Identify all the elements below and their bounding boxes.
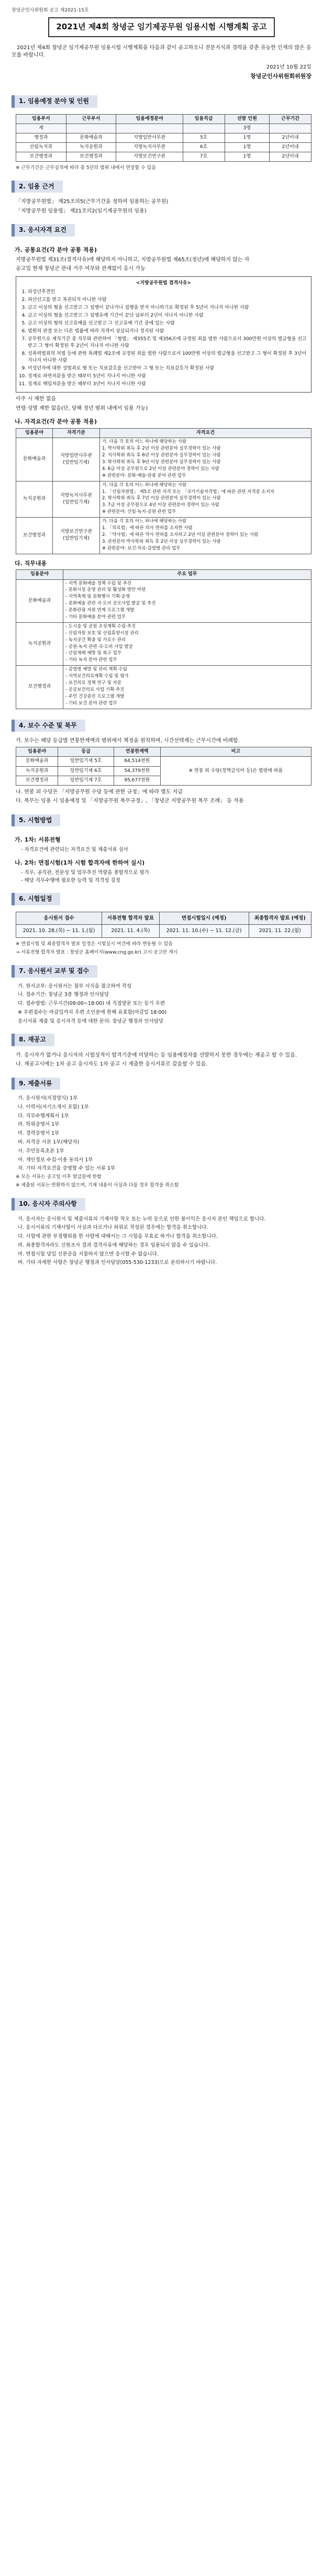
table-row	[16, 152, 311, 161]
list-item: - 보건의료 정책 연구 및 자문	[65, 680, 121, 686]
schedule-header: 면접시험일시 (예정)	[159, 912, 249, 925]
common-req-1: 지방공무원법 제31조(결격사유)에 해당하지 아니하고, 지방공무원법 제65조(정년)에 해당하지 않는 자	[16, 256, 250, 263]
notice-page	[0, 0, 323, 1284]
section-7-heading: 7. 응시원서 교부 및 접수	[12, 965, 97, 977]
list-item: - 기타 녹지 분야 관련 업무	[65, 657, 117, 663]
pay-more-1: 나. 연봉 외 수당은 「지방공무원 수당 등에 관한 규정」에 따라 별도 지급	[16, 789, 183, 795]
list-item: - 문화시설 운영 관리 및 활성화 방안 마련	[65, 587, 146, 593]
duty-items	[63, 666, 311, 709]
table-row	[16, 133, 311, 142]
list-item: 라. 학위증명서 1부	[18, 1122, 60, 1128]
section-4-heading: 4. 보수 수준 및 복무	[12, 720, 85, 732]
duty-header: 임용분야	[16, 570, 63, 579]
list-item: 2. 파산선고를 받고 복권되지 아니한 사람	[28, 297, 307, 304]
notice-title: 2021년 제4회 창녕군 임기제공무원 임용시험 시행계획 공고	[48, 17, 275, 37]
list-item: 나. 응시서류의 기재사항이 사실과 다르거나 허위로 작성된 경우에는 합격을 취소합니다.	[18, 1225, 208, 1231]
documents-note-1: ※ 모든 서류는 공고일 이후 발급분에 한함	[16, 1174, 102, 1180]
list-item: 1. 「산림자원법」 제5조 관련 자격 또는 「국가기술자격법」에 따른 관련 자격증 소지자	[102, 489, 275, 495]
list-item: 나. 이력서(자기소개서 포함) 1부	[18, 1104, 89, 1110]
intro-paragraph: 2021년 제4회 창녕군 임기제공무원 임용시험 시행계획을 다음과 같이 공고하오니 전문지식과 경력을 갖춘 유능한 인재의 많은 응모를 바랍니다.	[12, 44, 311, 59]
qual-grade-name: 지방보건연구관	[60, 529, 92, 535]
qual-grade-group: (일반임기제)	[63, 460, 90, 465]
list-item: 가. 응시원서(지정양식) 1부	[18, 1095, 78, 1102]
table-cell: 2년이내	[270, 133, 311, 142]
schedule-cell: 2021. 10. 28.(목) ~ 11. 1.(월)	[16, 925, 102, 938]
list-item: 가. 다음 각 호의 어느 하나에 해당하는 사람	[102, 439, 187, 445]
table-row	[16, 142, 311, 152]
duty-field: 녹지공원과	[16, 622, 63, 665]
list-item: - 기타 보건 분야 관련 업무	[65, 700, 117, 706]
list-item: ※ 관련분야: 문화·예술·관광 분야 관련 업무	[102, 473, 186, 478]
qualification-table	[16, 428, 311, 554]
qual-field: 녹지공원과	[16, 481, 53, 517]
list-item: - 문화예술 관련 국·도비 공모사업 발굴 및 추진	[65, 601, 156, 607]
list-item: 2. 학사학위 취득 후 7년 이상 관련분야 실무경력이 있는 사람	[102, 496, 221, 501]
list-item: - 문화관광 자원 연계 프로그램 개발	[65, 608, 135, 613]
list-item: 다. 접수방법: 근무시간(09:00~18:00) 내 직접방문 또는 등기 우편	[18, 1001, 165, 1007]
positions-table	[16, 114, 311, 162]
list-item: 마. 경력증명서 1부	[18, 1130, 60, 1137]
list-item: - 산림자원 보호 및 산림휴양시설 관리	[65, 630, 139, 636]
documents-list	[18, 1095, 311, 1172]
list-item: - 도시숲 및 공원 조성계획 수립·추진	[65, 623, 136, 629]
section-2-heading: 2. 임용 근거	[12, 181, 63, 193]
schedule-note-1: ※ 면접시험 및 최종합격자 발표 일정은 시험실시 여건에 따라 변동될 수 있음	[16, 942, 173, 947]
schedule-cell: 2021. 11. 22.(월)	[249, 925, 311, 938]
list-item: 3. 7급 이상 공무원으로 4년 이상 관련분야 경력이 있는 사람	[102, 502, 219, 508]
qual-grade-group: (일반임기제)	[63, 536, 90, 542]
basis-2: 「지방공무원 임용령」 제21조의2(임기제공무원의 임용)	[16, 208, 147, 214]
list-item: 사. 주민등록초본 1부	[18, 1148, 64, 1154]
positions-total-cell	[66, 124, 116, 133]
table-row	[16, 757, 311, 766]
list-item: - 산림재해 예방 및 복구 업무	[65, 651, 121, 656]
table-cell: 녹지공원과	[16, 766, 58, 776]
list-item: 응시서류 제출 및 응시자격 등에 대한 문의: 창녕군 행정과 인사담당	[18, 1018, 164, 1024]
list-item: 6. 법원의 판결 또는 다른 법률에 따라 자격이 상실되거나 정지된 사람	[28, 328, 307, 335]
list-item: 9. 미성년자에 대한 성범죄로 형 또는 치료감호를 선고받아 그 형 또는 치료감호가 확정된 사람	[28, 365, 307, 372]
repost-para-2: 나. 재공고시에는 1차 공고 응시자도 1차 공고 시 제출한 응시서류로 갈음할 수 있음.	[16, 1061, 208, 1068]
issuer: 창녕군인사위원회위원장	[250, 73, 311, 80]
table-row	[16, 438, 311, 481]
exam-step-1-desc: - 자격요건에 관련되는 자격요건 및 제출서류 심사	[21, 846, 129, 853]
list-item: 마. 면접시험 당일 신분증을 지참하지 않으면 응시할 수 없습니다.	[18, 1251, 159, 1257]
schedule-table	[16, 912, 311, 938]
section-8-heading: 8. 재공고	[12, 1034, 54, 1046]
table-cell: 문화예술과	[66, 133, 116, 142]
duty-header: 주요 업무	[63, 570, 311, 579]
list-item: 나. 접수기간: 창녕군 3층 행정과 인사담당	[18, 992, 109, 998]
table-cell: 산림녹지과	[16, 142, 66, 152]
qual-items	[100, 481, 311, 517]
after-box-1: 이주 시 제한 없음	[16, 396, 57, 402]
positions-header-4: 선발 인원	[225, 114, 270, 124]
qual-items	[100, 438, 311, 481]
pay-more-2: 다. 복무는 임용 시 임용예정 및 「지방공무원 복무규정」, 「창녕군 지방공무원 복무 조례」 등 적용	[16, 798, 244, 804]
positions-header-5: 근무기간	[270, 114, 311, 124]
pay-header: 비고	[160, 747, 311, 757]
list-item: 2. 석사학위 취득 후 6년 이상 관련분야 실무경력이 있는 사람	[102, 453, 221, 458]
list-item: 자. 기타 자격요건을 증명할 수 있는 서류 1부	[18, 1166, 116, 1172]
table-cell: 보건행정과	[66, 152, 116, 161]
list-item: ※ 우편접수는 마감일까지 우편 소인분에 한해 유효함(마감일 18:00)	[18, 1009, 167, 1015]
qual-items	[100, 518, 311, 554]
list-item: 4. 6급 이상 공무원으로 2년 이상 관련분야 경력이 있는 사람	[102, 466, 219, 472]
table-cell: 지방녹지사무관	[116, 142, 183, 152]
schedule-cell: 2021. 11. 10.(수) ~ 11. 12.(금)	[159, 925, 249, 938]
table-cell: 64,514천원	[114, 757, 161, 766]
qual-header: 임용분야	[16, 429, 53, 438]
table-cell: 1명	[225, 142, 270, 152]
schedule-cell: 2021. 11. 4.(목)	[102, 925, 160, 938]
positions-note: ※ 근무기간은 근무실적에 따라 총 5년의 범위 내에서 연장할 수 있음	[16, 165, 156, 171]
list-item: 아. 개인정보 수집·이용 동의서 1부	[18, 1157, 93, 1163]
table-cell: 1명	[225, 133, 270, 142]
section-6-heading: 6. 시험일정	[12, 893, 60, 905]
list-item: 1. 「의료법」에 따른 의사 면허를 소지한 사람	[102, 525, 193, 531]
list-item: 2. 「약사법」에 따른 약사 면허를 소지하고 2년 이상 관련분야 경력이 있는 사람	[102, 532, 259, 537]
section-3-heading: 3. 응시자격 요건	[12, 224, 75, 236]
qual-field: 문화예술과	[16, 438, 53, 481]
list-item: - 기타 문화예술 분야 관련 업무	[65, 614, 126, 620]
pay-table	[16, 747, 311, 785]
schedule-header: 응시원서 접수	[16, 912, 102, 925]
pay-header: 등급	[58, 747, 114, 757]
qual-grade-name: 지방녹지사무관	[60, 492, 92, 498]
common-req-2: 공고일 현재 창녕군 관내 거주 여부와 관계없이 응시 가능	[16, 266, 146, 272]
table-cell: 6호	[183, 142, 225, 152]
table-row	[16, 481, 311, 517]
list-item: - 지역보건의료계획 수립 및 평가	[65, 674, 129, 679]
section-10-heading: 10. 응시자 주의사항	[12, 1198, 85, 1210]
schedule-header: 서류전형 합격자 발표	[102, 912, 160, 925]
section-1-heading: 1. 임용예정 분야 및 인원	[12, 95, 97, 107]
list-item: 11. 징계로 해임처분을 받은 때부터 3년이 지나지 아니한 사람	[28, 381, 307, 388]
qual-grade	[53, 518, 100, 554]
list-item: 가. 다음 각 호의 어느 하나에 해당하는 사람	[102, 482, 187, 488]
list-item: 바. 자격증 사본 1부(해당자)	[18, 1139, 80, 1146]
list-item: ※ 관련분야: 보건·의료·감염병 관리 업무	[102, 545, 181, 551]
documents-note-2: ※ 제출된 서류는 반환하지 않으며, 기재 내용이 사실과 다를 경우 합격을 취소함	[16, 1183, 179, 1189]
list-item: 4. 금고 이상의 형을 선고받고 그 집행유예 기간이 끝난 날부터 2년이 지나지 아니한 사람	[28, 312, 307, 319]
notice-number: 창녕군인사위원회 공고 제2021-15호	[12, 8, 89, 13]
schedule-note-2: → 서류전형 합격자 발표 : 창녕군 홈페이지(www.cng.go.kr) 고시·공고란 게시	[16, 950, 178, 956]
pay-note: ※ 연봉 외 수당(정액급식비 등)은 법령에 따름	[160, 757, 311, 785]
exam-step-2-desc-1: - 직무, 공직관, 전문성 및 업무추진 역량을 종합적으로 평가	[21, 869, 149, 876]
table-row	[16, 518, 311, 554]
table-cell: 행정과	[16, 133, 66, 142]
duty-field: 보건행정과	[16, 666, 63, 709]
list-item: 3. 금고 이상의 형을 선고받고 그 집행이 끝나거나 집행을 받지 아니하기로 확정된 후 5년이 지나지 아니한 사람	[28, 305, 307, 311]
table-cell: 지방보건연구관	[116, 152, 183, 161]
duty-field: 문화예술과	[16, 579, 63, 622]
positions-total-cell	[183, 124, 225, 133]
list-item: - 지역축제 및 문화행사 기획·운영	[65, 594, 130, 600]
positions-total-cell	[270, 124, 311, 133]
pay-header: 임용분야	[16, 747, 58, 757]
qual-grade	[53, 438, 100, 481]
pay-para: 가. 보수는 해당 등급별 연봉한계액의 범위에서 책정을 원칙하며, 시간선택제는 근무시간에 비례함.	[16, 737, 240, 744]
list-item: 1. 피성년후견인	[28, 289, 307, 296]
positions-table-wrap	[16, 114, 311, 162]
qual-header: 자격기준	[53, 429, 100, 438]
positions-header-2: 임용예정분야	[116, 114, 183, 124]
qualification-heading: 나. 자격요건(각 분야 공통 적용)	[15, 418, 97, 425]
duty-heading: 다. 직무내용	[15, 559, 47, 567]
table-cell: 54,379천원	[114, 766, 161, 776]
positions-total-cell: 3명	[225, 124, 270, 133]
qual-grade-name: 지방일반사무관	[60, 453, 92, 458]
positions-total-row	[16, 124, 311, 133]
table-cell: 2년이내	[270, 152, 311, 161]
table-cell: 1명	[225, 152, 270, 161]
list-item: 3. 관련분야 박사학위 취득 후 2년 이상 실무경력이 있는 사람	[102, 539, 221, 544]
qual-header: 자격요건	[100, 429, 311, 438]
positions-header-0: 임용부서	[16, 114, 66, 124]
list-item: 1. 박사학위 취득 후 2년 이상 관련분야 실무경력이 있는 사람	[102, 446, 221, 452]
table-cell: 95,677천원	[114, 776, 161, 785]
exam-step-1: 가. 1차: 서류전형	[15, 836, 61, 843]
table-cell: 보건행정과	[16, 152, 66, 161]
table-cell: 문화예술과	[16, 757, 58, 766]
list-item: - 공공보건의료 사업 기획·추진	[65, 687, 125, 692]
table-cell: 2년이내	[270, 142, 311, 152]
disqualification-box	[16, 276, 311, 393]
list-item: 바. 기타 자세한 사항은 창녕군 행정과 인사담당(055-530-1233)으로 문의하시기 바랍니다.	[18, 1260, 217, 1266]
table-cell: 일반임기제 7호	[58, 776, 114, 785]
table-cell: 5호	[183, 133, 225, 142]
list-item: 10. 징계로 파면처분을 받은 때부터 5년이 지나지 아니한 사람	[28, 373, 307, 380]
list-item: 다. 시험에 관한 부정행위를 한 사람에 대해서는 그 시험을 무효로 하거나 합격을 취소합니다.	[18, 1234, 218, 1240]
schedule-header: 최종합격자 발표 (예정)	[249, 912, 311, 925]
qual-grade	[53, 481, 100, 517]
qual-grade-group: (일반임기제)	[63, 499, 90, 505]
exam-step-2-desc-2: - 해당 직무수행에 필요한 능력 및 적격성 검정	[21, 878, 120, 884]
list-item: 5. 금고 이상의 형의 선고유예를 선고받고 그 선고유예 기간 중에 있는 사람	[28, 320, 307, 327]
positions-total-cell	[116, 124, 183, 133]
duty-table	[16, 569, 311, 709]
list-item: 라. 최종합격자라도 신원조사 결과 결격사유에 해당하는 경우 임용되지 않을 수 있습니다.	[18, 1242, 210, 1248]
table-cell: 지방일반사무관	[116, 133, 183, 142]
table-cell: 7호	[183, 152, 225, 161]
section-9-heading: 9. 제출서류	[12, 1078, 60, 1090]
list-item: 7. 공무원으로 재직기간 중 직무와 관련하여 「형법」 제355조 및 제356조에 규정된 죄를 범한 사람으로서 300만원 이상의 벌금형을 선고받고 그 형이 확정된 후 2년이 지나지 아니한 사람	[28, 336, 307, 350]
list-item: 다. 직무수행계획서 1부	[18, 1113, 69, 1119]
list-item: - 주민 건강증진 프로그램 개발	[65, 693, 125, 699]
list-item: - 공원·녹지 관련 국·도비 사업 발굴	[65, 644, 133, 649]
positions-header-3: 임용직급	[183, 114, 225, 124]
cautions-list	[18, 1216, 311, 1267]
list-item: - 감염병 예방 및 관리 계획 수립	[65, 667, 127, 673]
section-5-heading: 5. 시험방법	[12, 814, 60, 826]
list-item: 가. 응시자는 응시원서 및 제출서류의 기재사항 착오 또는 누락 등으로 인한 불이익은 응시자 본인 책임으로 합니다.	[18, 1216, 266, 1222]
list-item: ※ 관련분야: 산림·녹지·공원 관련 업무	[102, 509, 176, 515]
basis-1: 「지방공무원법」 제25조의5(근무기간을 정하여 임용하는 공무원)	[16, 199, 169, 205]
pay-header: 연봉한계액	[114, 747, 161, 757]
notice-date: 2021년 10월 22일	[266, 64, 311, 70]
exam-step-2: 나. 2차: 면접시험(1차 시험 합격자에 한하여 실시)	[15, 859, 145, 866]
table-cell: 녹지공원과	[66, 142, 116, 152]
disqualification-title: <지방공무원법 결격사유>	[136, 280, 192, 286]
qual-field: 보건행정과	[16, 518, 53, 554]
application-list	[18, 983, 311, 1025]
table-cell: 보건행정과	[16, 776, 58, 785]
table-row	[16, 579, 311, 622]
table-row	[16, 666, 311, 709]
disqualification-list	[20, 289, 307, 388]
list-item: 가. 원서교부: 응시원서는 첨부 서식을 참고하여 작성	[18, 983, 132, 989]
table-row	[16, 622, 311, 665]
positions-total-cell: 계	[16, 124, 66, 133]
positions-header-1: 근무부서	[66, 114, 116, 124]
duty-items	[63, 622, 311, 665]
list-item: - 녹지공간 확충 및 가로수 관리	[65, 637, 126, 643]
common-req-heading: 가. 공통요건(각 분야 공통 적용)	[15, 246, 97, 253]
table-cell: 일반임기제 5호	[58, 757, 114, 766]
list-item: 8. 성폭력범죄의 처벌 등에 관한 특례법 제2조에 규정된 죄를 범한 사람으로서 100만원 이상의 벌금형을 선고받고 그 형이 확정된 후 3년이 지나지 아니한 사람	[28, 351, 307, 364]
list-item: 가. 다음 각 호의 어느 하나에 해당하는 사람	[102, 519, 187, 524]
duty-items	[63, 579, 311, 622]
list-item: 3. 학사학위 취득 후 9년 이상 관련분야 실무경력이 있는 사람	[102, 459, 221, 465]
repost-para-1: 가. 응시자가 없거나 응시자의 시험성적이 합격기준에 미달하는 등 임용예정자를 선발하지 못한 경우에는 재공고 할 수 있음.	[16, 1052, 297, 1058]
list-item: - 지역 문화예술 정책 수립 및 추진	[65, 580, 132, 586]
after-box-2: 연령·성별 제한 없음(단, 당해 정년 범위 내에서 임용 가능)	[16, 405, 148, 411]
table-cell: 일반임기제 6호	[58, 766, 114, 776]
